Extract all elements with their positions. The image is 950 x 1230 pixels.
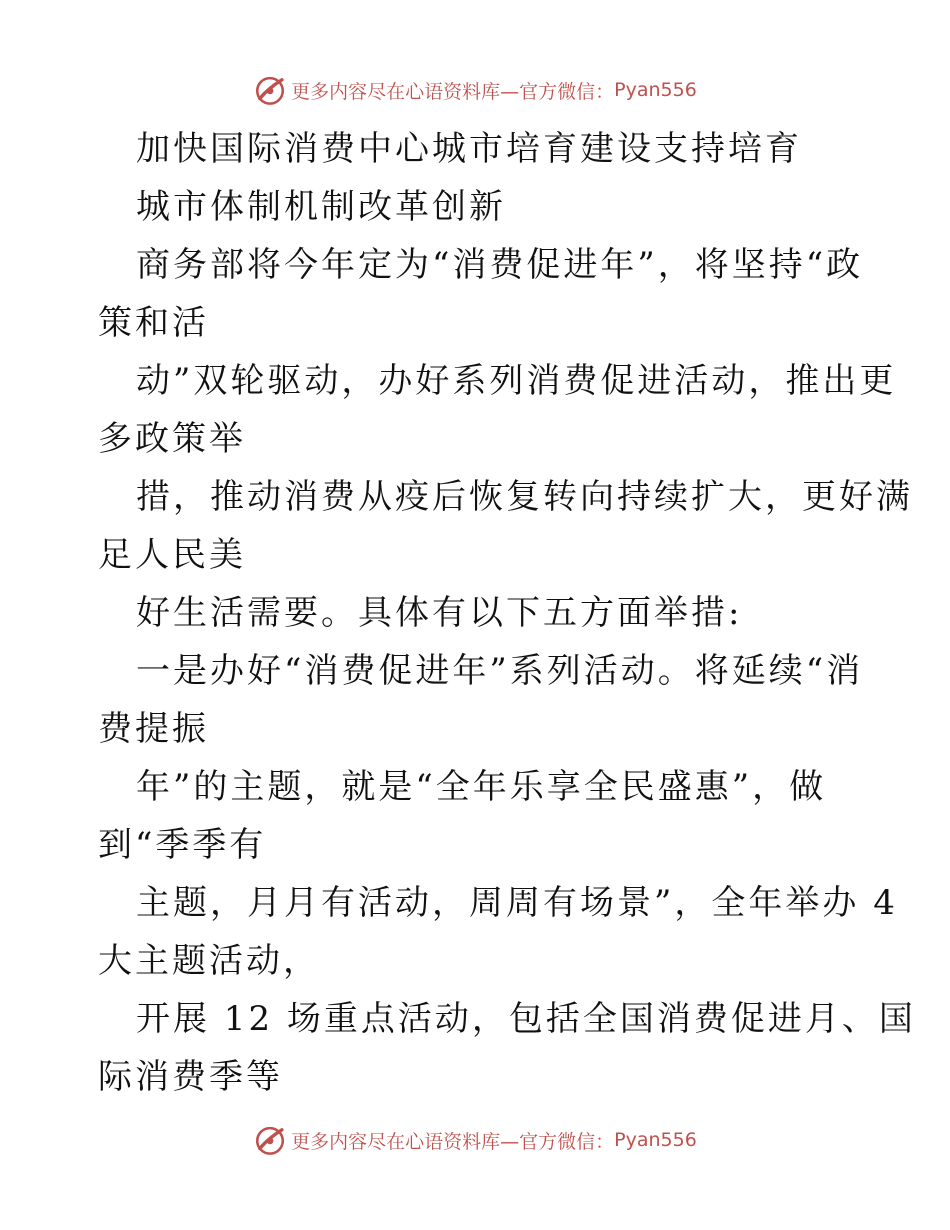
text-line: 年”的主题，就是“全年乐享全民盛惠”，做 bbox=[136, 767, 827, 807]
brand-logo-icon bbox=[253, 73, 287, 107]
text-line: 加快国际消费中心城市培育建设支持培育 bbox=[136, 129, 802, 169]
text-line: 一是办好“消费促进年”系列活动。将延续“消 bbox=[136, 651, 864, 691]
text-line: 费提振 bbox=[98, 709, 209, 749]
banner-contact: Pyan556 bbox=[614, 79, 697, 101]
text-line: 城市体制机制改革创新 bbox=[136, 187, 506, 227]
text-line: 大主题活动， bbox=[98, 941, 320, 981]
text-line: 开展 12 场重点活动，包括全国消费促进月、国 bbox=[136, 999, 916, 1039]
text-line: 好生活需要。具体有以下五方面举措: bbox=[136, 593, 743, 633]
banner-text: 更多内容尽在心语资料库—官方微信： bbox=[291, 80, 615, 103]
footer-banner bbox=[0, 1122, 950, 1158]
text-line: 策和活 bbox=[98, 303, 209, 343]
banner-text: 更多内容尽在心语资料库—官方微信： bbox=[291, 1130, 615, 1153]
text-line: 多政策举 bbox=[98, 419, 246, 459]
banner-contact: Pyan556 bbox=[614, 1129, 697, 1151]
text-line: 主题，月月有活动，周周有场景”，全年举办 4 bbox=[136, 883, 898, 923]
text-line: 措，推动消费从疫后恢复转向持续扩大，更好满 bbox=[136, 477, 913, 517]
text-line: 动”双轮驱动，办好系列消费促进活动，推出更 bbox=[136, 361, 897, 401]
text-line: 商务部将今年定为“消费促进年”，将坚持“政 bbox=[136, 245, 864, 285]
text-line: 足人民美 bbox=[98, 535, 246, 575]
header-banner bbox=[0, 72, 950, 108]
brand-logo-icon bbox=[253, 1123, 287, 1157]
text-line: 到“季季有 bbox=[98, 825, 267, 865]
document-body bbox=[98, 120, 916, 1106]
text-line: 际消费季等 bbox=[98, 1057, 283, 1097]
